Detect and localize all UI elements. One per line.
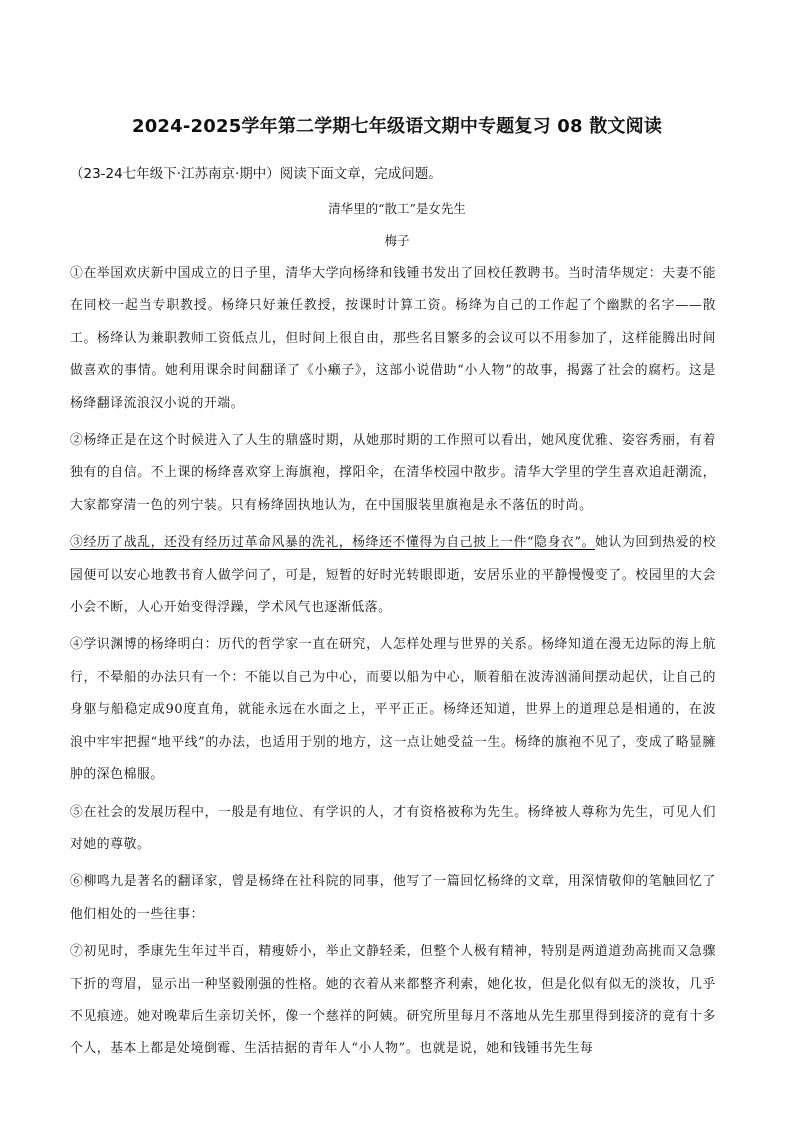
paragraph-5: ⑤在社会的发展历程中，一般是有地位、有学识的人，才有资格被称为先生。杨绛被人尊称为先生，可见人们对她的尊敬。: [70, 804, 716, 852]
article-title: 清华里的“散工”是女先生: [328, 201, 466, 216]
paragraph-2: ②杨绛正是在这个时候进入了人生的鼎盛时期，从她那时期的工作照可以看出，她风度优雅、姿容秀丽，有着独有的自信。不上课的杨绛喜欢穿上海旗袍，撑阳伞，在清华校园中散步。清华大学里的学生喜欢追赶潮流，大家都穿清一色的列宁装。只有杨绛固执地认为，在中国服装里旗袍是永不落伍的时尚。: [70, 433, 716, 513]
paragraph-3: [70, 527, 716, 624]
paragraph-1: ①在举国欢庆新中国成立的日子里，清华大学向杨绛和钱锺书发出了回校任教聘书。当时清华规定：夫妻不能在同校一起当专职教授。杨绛只好兼任教授，按课时计算工资。杨绛为自己的工作起了个幽默的名字——散工。杨绛认为兼职教师工资低点儿，但时间上很自由，那些名目繁多的会议可以不用参加了，这样能腾出时间做喜欢的事情。她利用课余时间翻译了《小癞子》，这部小说借助“小人物”的故事，揭露了社会的腐朽。这是杨绛翻译流浪汉小说的开端。: [70, 266, 716, 411]
underlined-sentence: ③经历了战乱，还没有经历过革命风暴的洗礼，杨绛还不懂得为自己披上一件“隐身衣”。: [70, 535, 596, 551]
question-intro: （23-24七年级下·江苏南京·期中）阅读下面文章，完成问题。: [70, 166, 442, 182]
paragraph-6: ⑥柳鸣九是著名的翻译家，曾是杨绛在社科院的同事，他写了一篇回忆杨绛的文章，用深情敬仰的笔触回忆了他们相处的一些往事：: [70, 874, 716, 922]
paragraph-3-rest: 她认为回到热爱的校园便可以安心地教书育人做学问了，可是，短暂的好时光转眼即逝，安居乐业的平静慢慢变了。校园里的大会小会不断，人心开始变得浮躁，学术风气也逐渐低落。: [70, 535, 716, 616]
paragraph-4: ④学识渊博的杨绛明白：历代的哲学家一直在研究，人怎样处理与世界的关系。杨绛知道在漫无边际的海上航行，不晕船的办法只有一个：不能以自己为中心，而要以船为中心，顺着船在波涛汹涌间摆动起伏，让自己的身躯与船稳定成90度直角，就能永远在水面之上，平平正正。杨绛还知道，世界上的道理总是相通的，在波浪中牢牢把握“地平线”的办法，也适用于别的地方，这一点让她受益一生。杨绛的旗袍不见了，变成了略显臃肿的深色棉服。: [70, 637, 716, 783]
document-title: 2024-2025学年第二学期七年级语文期中专题复习 08 散文阅读: [131, 116, 663, 137]
paragraph-7: ⑦初见时，季康先生年过半百，精瘦娇小，举止文静轻柔，但整个人极有精神，特别是两道道劲高挑而又急骤下折的弯眉，显示出一种坚毅刚强的性格。她的衣着从来都整齐利索，她化妆，但是化似有似无的淡妆，几乎不见痕迹。她对晚辈后生亲切关怀，像一个慈祥的阿姨。研究所里每月不落地从先生那里得到接济的竟有十多个人，基本上都是处境倒霉、生活拮据的青年人“小人物”。也就是说，她和钱锺书先生每: [70, 944, 716, 1057]
article-body: [70, 258, 716, 1071]
article-author: 梅子: [384, 233, 410, 248]
